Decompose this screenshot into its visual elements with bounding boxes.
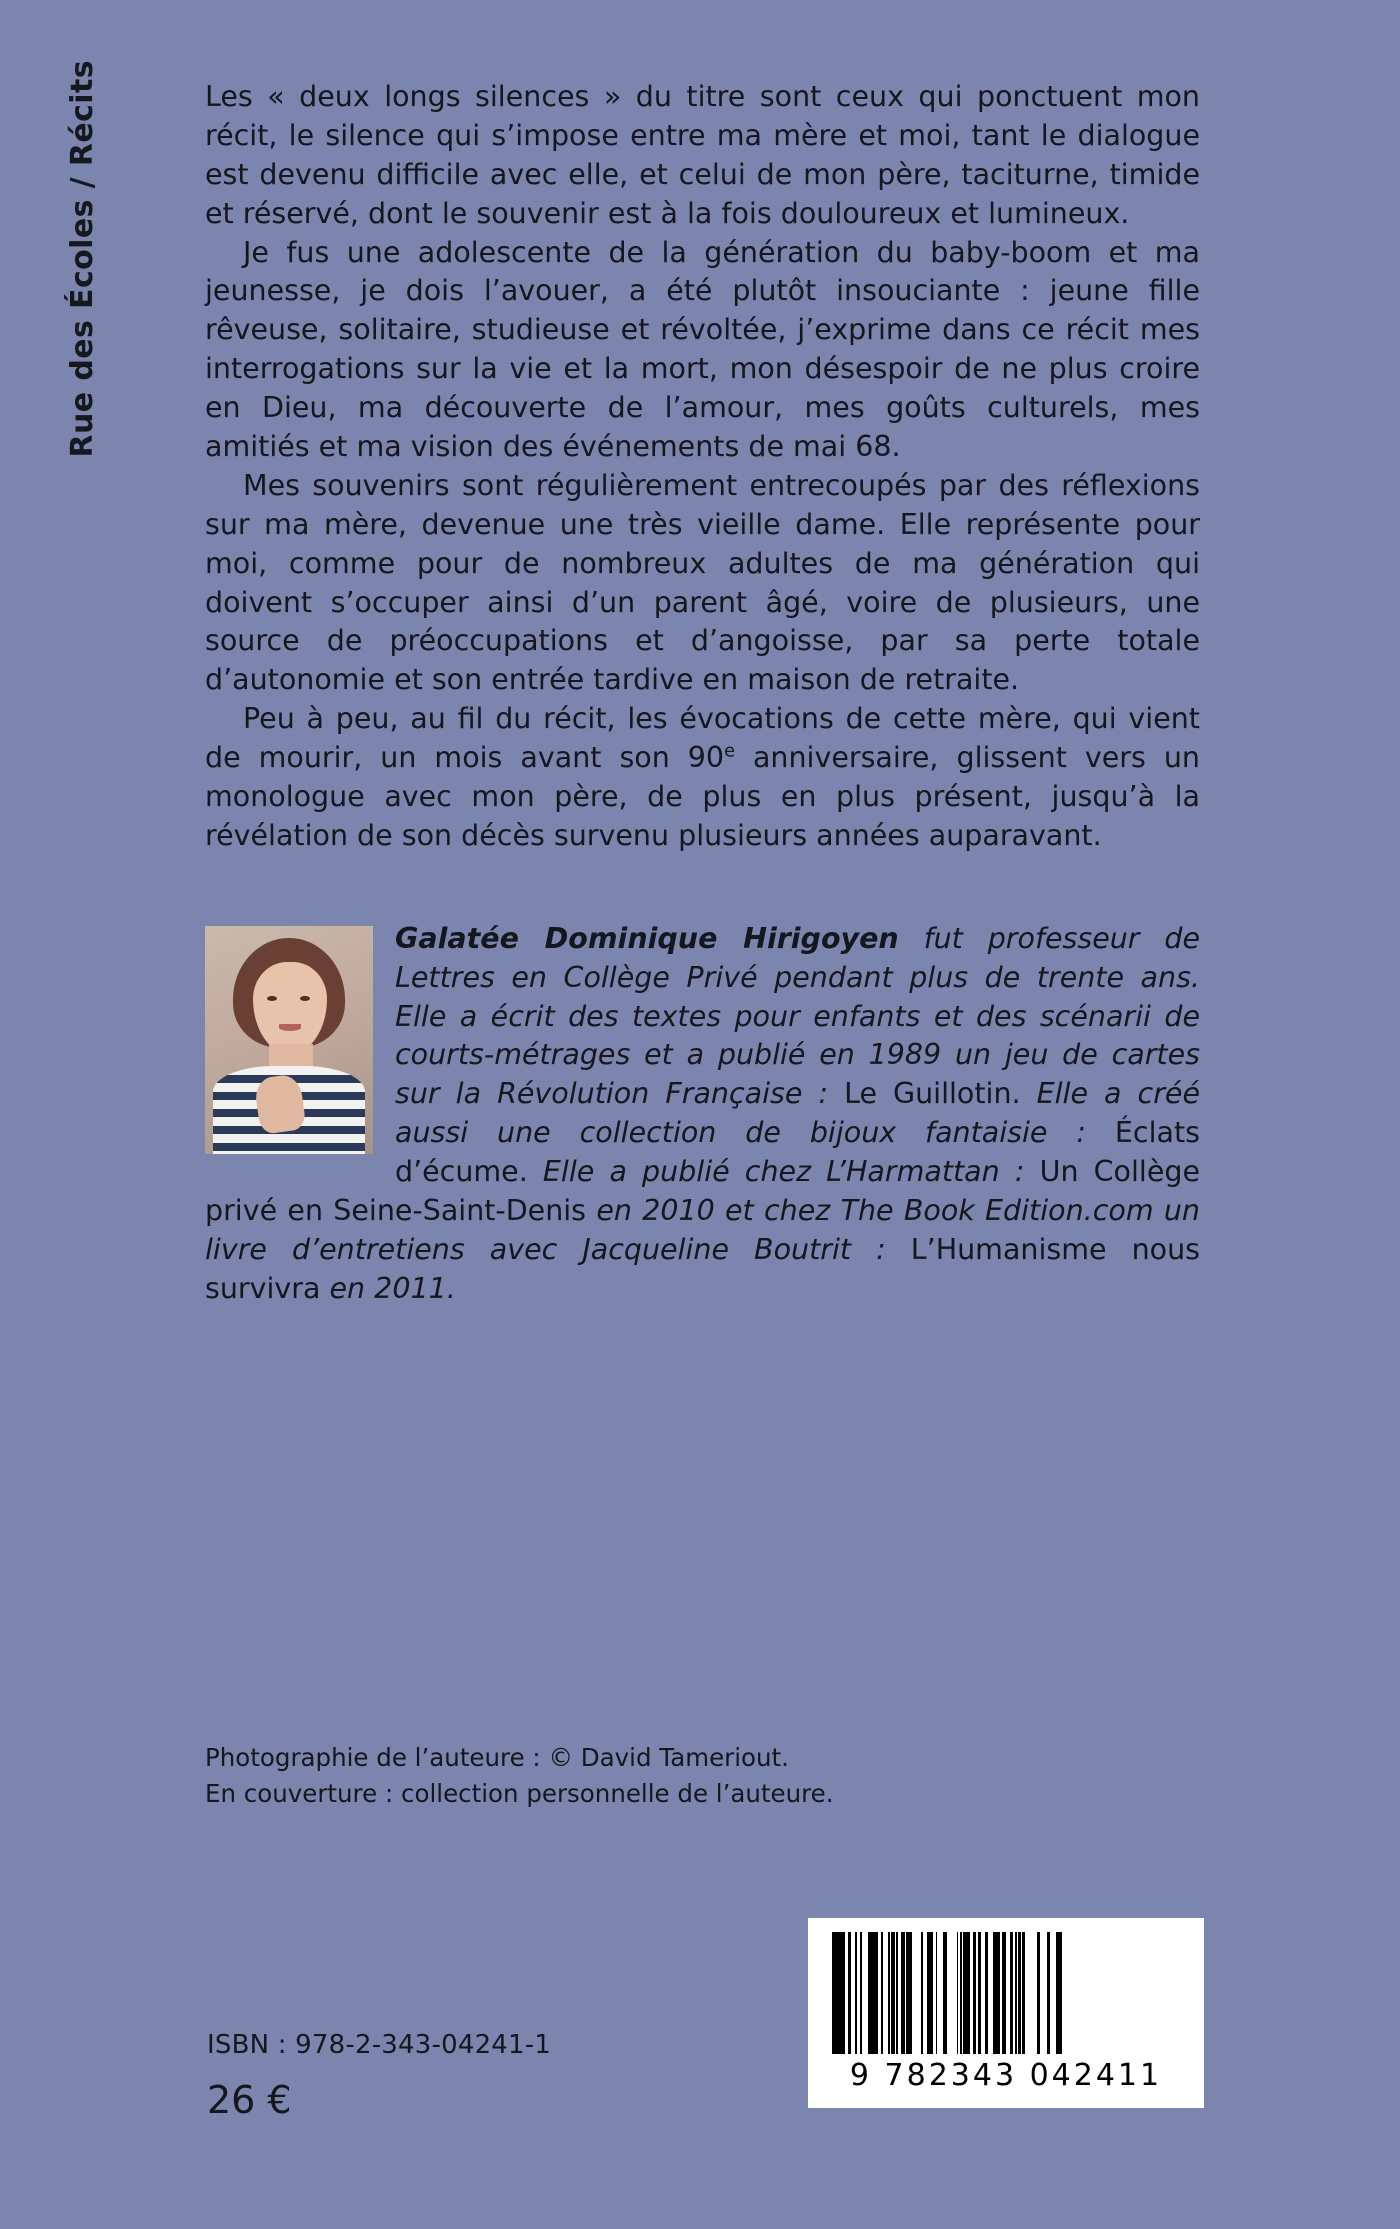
bio-text-1: fut professeur de Lettres en Collège Privé pendant plus de trente ans. Elle a écrit des textes pour enfants et des scénarii de courts-métrages et a publié en 1989 un jeu de cartes sur la Révolution Française : xyxy=(395,921,1200,1111)
back-cover-content xyxy=(205,78,1200,1309)
blurb-paragraph-1: Les « deux longs silences » du titre sont ceux qui ponctuent mon récit, le silence qui s’impose entre ma mère et moi, tant le dialogue est devenu difficile avec elle, et celui de mon père, taciturne, timide et réservé, dont le souvenir est à la fois douloureux et lumineux. xyxy=(205,80,1200,230)
credit-photo: Photographie de l’auteure : © David Tameriout. xyxy=(205,1743,789,1772)
barcode-bars xyxy=(832,1932,1180,2054)
bio-text-2: Elle a créé aussi une collection de bijoux fantaisie : xyxy=(395,1077,1200,1150)
portrait-eye-left xyxy=(267,996,277,1001)
bio-text-3: Elle a publié chez L’Harmattan : xyxy=(527,1155,1040,1189)
author-photo xyxy=(205,926,373,1154)
blurb-paragraph-4-part1: Peu à peu, au fil du récit, les évocations de cette mère, qui vient de mourir, un mois avant son 90 xyxy=(205,702,1200,775)
blurb-text xyxy=(205,78,1200,856)
author-name: Galatée Dominique Hirigoyen xyxy=(395,921,899,955)
bio-work-1: Le Guillotin. xyxy=(844,1077,1021,1111)
isbn-text: ISBN : 978-2-343-04241-1 xyxy=(207,2030,552,2060)
bio-work-2: Éclats d’écume. xyxy=(395,1116,1200,1189)
bio-work-3: Un Collège privé en Seine-Saint-Denis xyxy=(205,1155,1200,1228)
credit-cover: En couverture : collection personnelle de l’auteure. xyxy=(205,1778,834,1808)
barcode-digits: 9 782343 042411 xyxy=(849,2058,1163,2093)
bio-text-4: en 2010 et chez The Book Edition.com un livre d’entretiens avec Jacqueline Boutrit : xyxy=(205,1194,1200,1266)
bio-work-4: L’Humanisme nous survivra xyxy=(205,1232,1200,1305)
portrait-eye-right xyxy=(300,996,310,1001)
portrait-mouth xyxy=(279,1024,301,1031)
collection-label xyxy=(52,60,112,580)
blurb-paragraph-2: Je fus une adolescente de la génération du baby-boom et ma jeunesse, je dois l’avouer, a été plutôt insouciante : jeune fille rêveuse, solitaire, studieuse et révoltée, j’exprime dans ce récit mes interrogations sur la vie et la mort, mon désespoir de ne plus croire en Dieu, ma découverte de l’amour, mes goûts culturels, mes amitiés et ma vision des événements de mai 68. xyxy=(205,235,1200,464)
collection-label-text: Rue des Écoles / Récits xyxy=(64,60,100,458)
credits-block xyxy=(205,1740,1105,1811)
blurb-paragraph-4 xyxy=(205,700,1200,856)
blurb-paragraph-3: Mes souvenirs sont régulièrement entrecoupés par des réflexions sur ma mère, devenue une très vieille dame. Elle représente pour moi, comme pour de nombreux adultes de ma génération qui doivent s’occuper ainsi d’un parent âgé, voire de plusieurs, une source de préoccupations et d’angoisse, par sa perte totale d’autonomie et son entrée tardive en maison de retraite. xyxy=(205,468,1200,697)
price-text: 26 € xyxy=(207,2078,292,2122)
blurb-paragraph-4-part2: anniversaire, glissent vers un monologue avec mon père, de plus en plus présent, jusqu’à la révélation de son décès survenu plusieurs années auparavant. xyxy=(205,741,1200,852)
bio-text-5: en 2011. xyxy=(320,1271,456,1305)
ordinal-suffix: e xyxy=(724,741,735,762)
author-bio xyxy=(205,920,1200,1309)
barcode xyxy=(808,1918,1204,2108)
